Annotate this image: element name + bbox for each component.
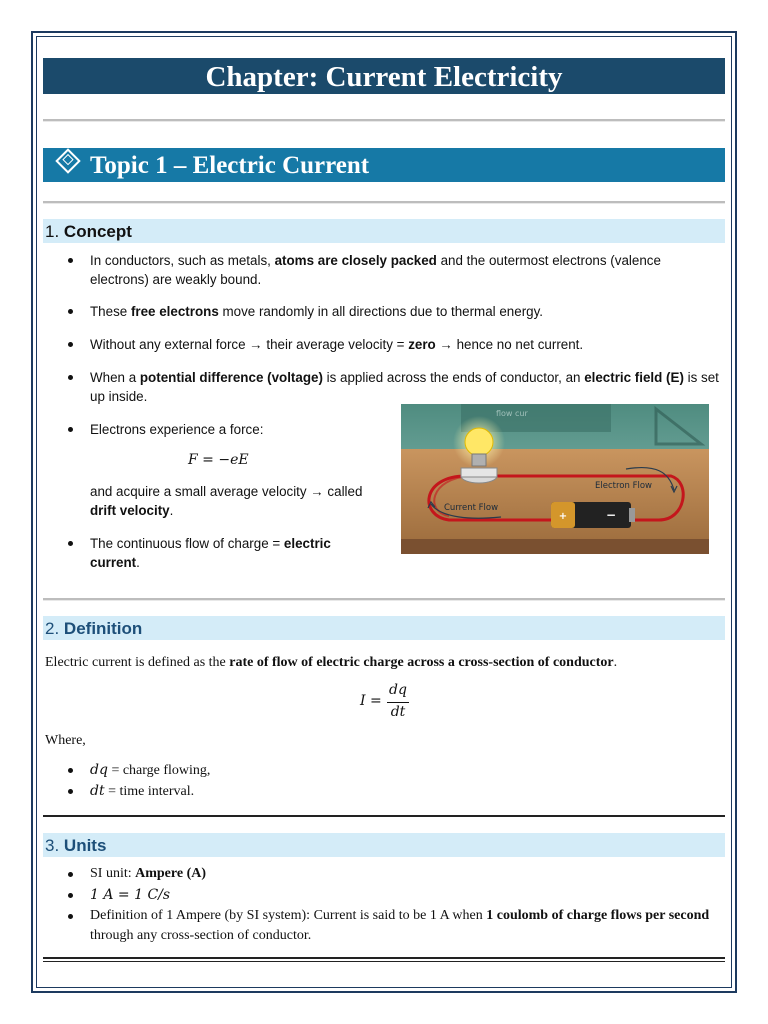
bold-text: electric field (E) bbox=[584, 370, 684, 385]
force-equation: F = −eE bbox=[188, 452, 249, 468]
section-title: Units bbox=[63, 836, 107, 855]
math-symbol: dq bbox=[90, 762, 108, 778]
circuit-illustration-svg bbox=[401, 404, 709, 554]
section-heading-definition bbox=[43, 616, 725, 640]
bold-text: Ampere (A) bbox=[135, 866, 207, 881]
divider bbox=[43, 815, 725, 817]
text: The continuous flow of charge = bbox=[90, 536, 284, 551]
plus-sign: + bbox=[558, 511, 568, 522]
text: Without any external force → their average velocity = bbox=[90, 337, 409, 352]
list-item bbox=[90, 781, 194, 802]
text: These bbox=[90, 304, 131, 319]
bold-text: free electrons bbox=[130, 304, 219, 319]
fraction-bar bbox=[387, 702, 409, 703]
equation-lhs: I = bbox=[360, 693, 382, 709]
text: and acquire a small average velocity → called bbox=[90, 484, 363, 499]
list-item bbox=[90, 420, 390, 439]
battery-terminal bbox=[629, 508, 635, 522]
equation-denominator: dt bbox=[390, 704, 406, 720]
section-number: 1. bbox=[45, 222, 60, 241]
text: When a bbox=[90, 370, 140, 385]
divider bbox=[43, 119, 725, 121]
equation-numerator: dq bbox=[389, 682, 407, 698]
chalk-text: flow cur bbox=[496, 409, 528, 418]
unit-equation: 1 A = 1 C/s bbox=[90, 887, 171, 903]
bold-text: drift velocity bbox=[90, 503, 170, 518]
text: is applied across the ends of conductor, an bbox=[322, 370, 585, 385]
divider bbox=[43, 598, 725, 600]
diamond-icon bbox=[55, 148, 80, 173]
bulb-base bbox=[472, 454, 486, 466]
bold-text: rate of flow of electric charge across a cross-section of conductor bbox=[229, 655, 614, 670]
list-item bbox=[90, 335, 720, 354]
bold-text: zero bbox=[408, 337, 436, 352]
text: = time interval. bbox=[104, 784, 195, 799]
section-title: Definition bbox=[63, 619, 143, 638]
list-item bbox=[90, 906, 720, 946]
drift-velocity-text bbox=[90, 482, 390, 520]
text: . bbox=[169, 503, 174, 518]
definition-sentence bbox=[45, 653, 725, 672]
divider bbox=[43, 201, 725, 203]
bold-text: electric current bbox=[90, 536, 331, 570]
section-heading-concept bbox=[43, 219, 725, 243]
list-item bbox=[90, 534, 380, 572]
bold-text: potential difference (voltage) bbox=[139, 370, 323, 385]
electron-flow-label: Electron Flow bbox=[595, 481, 652, 491]
section-heading-units bbox=[43, 833, 725, 857]
desk-edge bbox=[401, 539, 709, 554]
list-item bbox=[90, 864, 206, 884]
list-item bbox=[90, 251, 720, 289]
minus-sign: − bbox=[605, 508, 617, 522]
text: and the outermost electrons (valence electrons) are weakly bound. bbox=[90, 253, 661, 287]
math-symbol: dt bbox=[90, 783, 105, 799]
text: Definition of 1 Ampere (by SI system): Current is said to be 1 A when bbox=[90, 908, 487, 923]
text: → hence no net current. bbox=[435, 337, 584, 352]
text: Electric current is defined as the bbox=[45, 655, 230, 670]
section-number: 2. bbox=[45, 619, 60, 638]
text: move randomly in all directions due to thermal energy. bbox=[218, 304, 544, 319]
current-flow-label: Current Flow bbox=[444, 503, 499, 513]
text: = charge flowing, bbox=[107, 763, 211, 778]
bold-text: atoms are closely packed bbox=[274, 253, 437, 268]
text: Electrons experience a force: bbox=[90, 422, 264, 437]
list-item bbox=[90, 760, 210, 781]
bulb-holder bbox=[461, 468, 497, 477]
section-number: 3. bbox=[45, 836, 60, 855]
desk-surface bbox=[401, 449, 709, 554]
circuit-illustration bbox=[401, 404, 709, 554]
text: In conductors, such as metals, bbox=[90, 253, 275, 268]
list-item bbox=[90, 368, 720, 406]
text: through any cross-section of conductor. bbox=[90, 928, 312, 943]
topic-heading bbox=[43, 148, 725, 182]
chapter-title: Chapter: Current Electricity bbox=[43, 58, 725, 94]
text: . bbox=[613, 655, 618, 670]
divider bbox=[43, 957, 725, 962]
text: SI unit: bbox=[90, 866, 136, 881]
text: . bbox=[136, 555, 140, 570]
list-item bbox=[90, 885, 170, 906]
list-item bbox=[90, 302, 720, 321]
where-label: Where, bbox=[45, 733, 86, 748]
bold-text: 1 coulomb of charge flows per second bbox=[486, 908, 710, 923]
text: is set up inside. bbox=[90, 370, 719, 404]
topic-title: Topic 1 – Electric Current bbox=[90, 152, 370, 179]
section-title: Concept bbox=[63, 222, 132, 241]
bulb-icon bbox=[465, 428, 493, 456]
